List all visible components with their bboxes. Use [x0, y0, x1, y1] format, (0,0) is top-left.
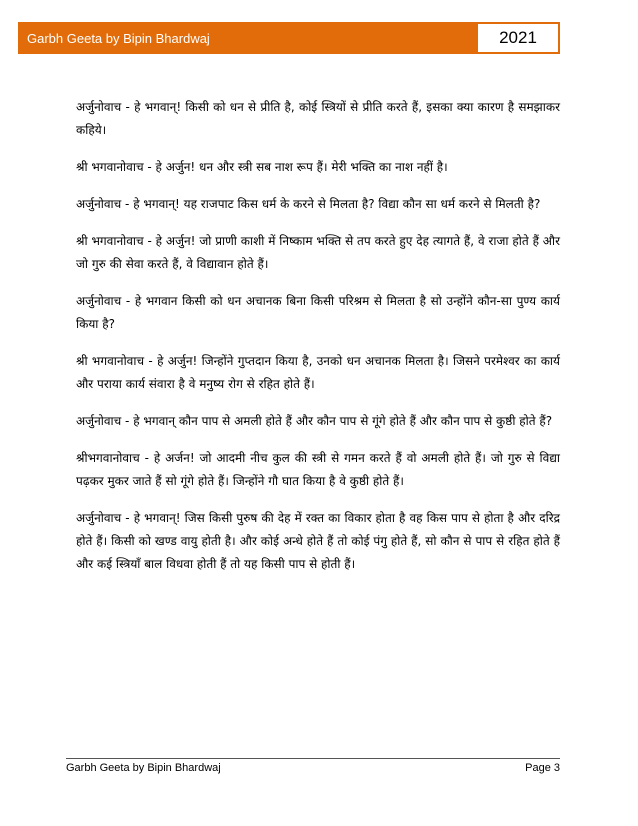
- page-number: Page 3: [525, 762, 560, 774]
- page-footer: [66, 758, 560, 774]
- paragraph-3: अर्जुनोवाच - हे भगवान्! यह राजपाट किस धर्म के करने से मिलता है? विद्या कौन सा धर्म करने से मिलती है?: [76, 197, 541, 211]
- header-title-box: [18, 22, 474, 54]
- footer-title: Garbh Geeta by Bipin Bhardwaj: [66, 762, 221, 774]
- paragraph-2: श्री भगवानोवाच - हे अर्जुन! धन और स्त्री सब नाश रूप हैं। मेरी भक्ति का नाश नहीं है।: [76, 160, 448, 174]
- header-year: 2021: [499, 28, 537, 47]
- paragraph-4: श्री भगवानोवाच - हे अर्जुन! जो प्राणी काशी में निष्काम भक्ति से तप करते हुए देह त्यागते हैं, वे राजा होते हैं और जो गुरु की सेवा करते हैं, वे विद्यावान होते हैं।: [76, 234, 560, 271]
- paragraph-6: श्री भगवानोवाच - हे अर्जुन! जिन्होंने गुप्तदान किया है, उनको धन अचानक मिलता है। जिसने परमेश्वर का कार्य और पराया कार्य संवारा है वे मनुष्य रोग से रहित होते हैं।: [76, 354, 560, 391]
- page-header: [18, 22, 560, 54]
- header-title: Garbh Geeta by Bipin Bhardwaj: [27, 30, 210, 46]
- header-year-box: [474, 22, 560, 54]
- paragraph-1: अर्जुनोवाच - हे भगवान्! किसी को धन से प्रीति है, कोई स्त्रियों से प्रीति करते हैं, इसका क्या कारण है समझाकर कहिये।: [76, 100, 560, 137]
- document-body: [76, 96, 560, 590]
- paragraph-9: अर्जुनोवाच - हे भगवान्! जिस किसी पुरुष की देह में रक्त का विकार होता है वह किस पाप से होता है और दरिद्र होते हैं। किसी को खण्ड वायु होती है। और कोई अन्धे होते हैं तो कोई पंगु होते हैं, सो कौन से पाप से रहित होते हैं और कई स्त्रियाँ बाल विधवा होती हैं तो यह किसी पाप से होती हैं।: [76, 511, 560, 571]
- paragraph-8: श्रीभगवानोवाच - हे अर्जन! जो आदमी नीच कुल की स्त्री से गमन करते हैं वो अमली होते हैं। जो गुरु से विद्या पढ़कर मुकर जाते हैं सो गूंगे होते हैं। जिन्होंने गौ घात किया है वे कुष्ठी होते हैं।: [76, 451, 560, 488]
- paragraph-7: अर्जुनोवाच - हे भगवान् कौन पाप से अमली होते हैं और कौन पाप से गूंगे होते हैं और कौन पाप से कुष्ठी होते हैं?: [76, 414, 553, 428]
- paragraph-5: अर्जुनोवाच - हे भगवान किसी को धन अचानक बिना किसी परिश्रम से मिलता है सो उन्होंने कौन-सा पुण्य कार्य किया है?: [76, 294, 560, 331]
